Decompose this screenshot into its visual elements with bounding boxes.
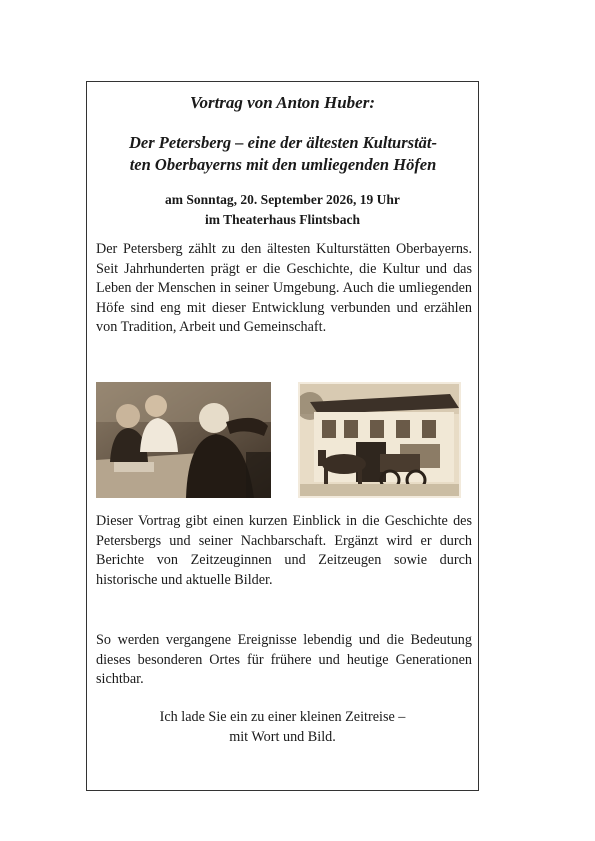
lecture-title: Vortrag von Anton Huber:	[190, 93, 375, 112]
lecture-subtitle	[95, 132, 471, 176]
subtitle-line-2: ten Oberbayerns mit den umliegenden Höfen	[129, 155, 437, 174]
event-details	[87, 190, 478, 230]
historic-photo-group-at-table	[96, 382, 271, 498]
significance-paragraph: So werden vergangene Ereignisse lebendig und die Bedeutung dieses besonderen Ortes für frühere und heutige Generationen sichtbar.	[96, 632, 472, 688]
flyer-frame	[86, 81, 479, 791]
event-location: im Theaterhaus Flintsbach	[204, 212, 361, 227]
subtitle-line-1: Der Petersberg – eine der ältesten Kulturstät-	[129, 133, 437, 152]
historic-photo-inn-with-horse-carriage	[298, 382, 461, 498]
intro-paragraph: Der Petersberg zählt zu den ältesten Kulturstätten Oberbayerns. Seit Jahrhunderten prägt er die Geschichte, die Kultur und das Leben der Menschen in seiner Umgebung. Auch die umliegenden Höfe sind eng mit dieser Entwicklung verbunden und erzählen von Tradition, Arbeit und Gemeinschaft.	[96, 241, 472, 336]
closing-line-2: mit Wort und Bild.	[229, 728, 336, 745]
closing-line-1: Ich lade Sie ein zu einer kleinen Zeitreise –	[159, 709, 406, 725]
closing-invitation	[87, 708, 478, 747]
description-paragraph: Dieser Vortrag gibt einen kurzen Einblick in die Geschichte des Petersbergs und seiner Nachbarschaft. Ergänzt wird er durch Berichte von Zeitzeuginnen und Zeitzeugen sowie durch historische und aktuelle Bilder.	[96, 513, 472, 588]
event-date: am Sonntag, 20. September 2026, 19 Uhr	[165, 192, 400, 207]
